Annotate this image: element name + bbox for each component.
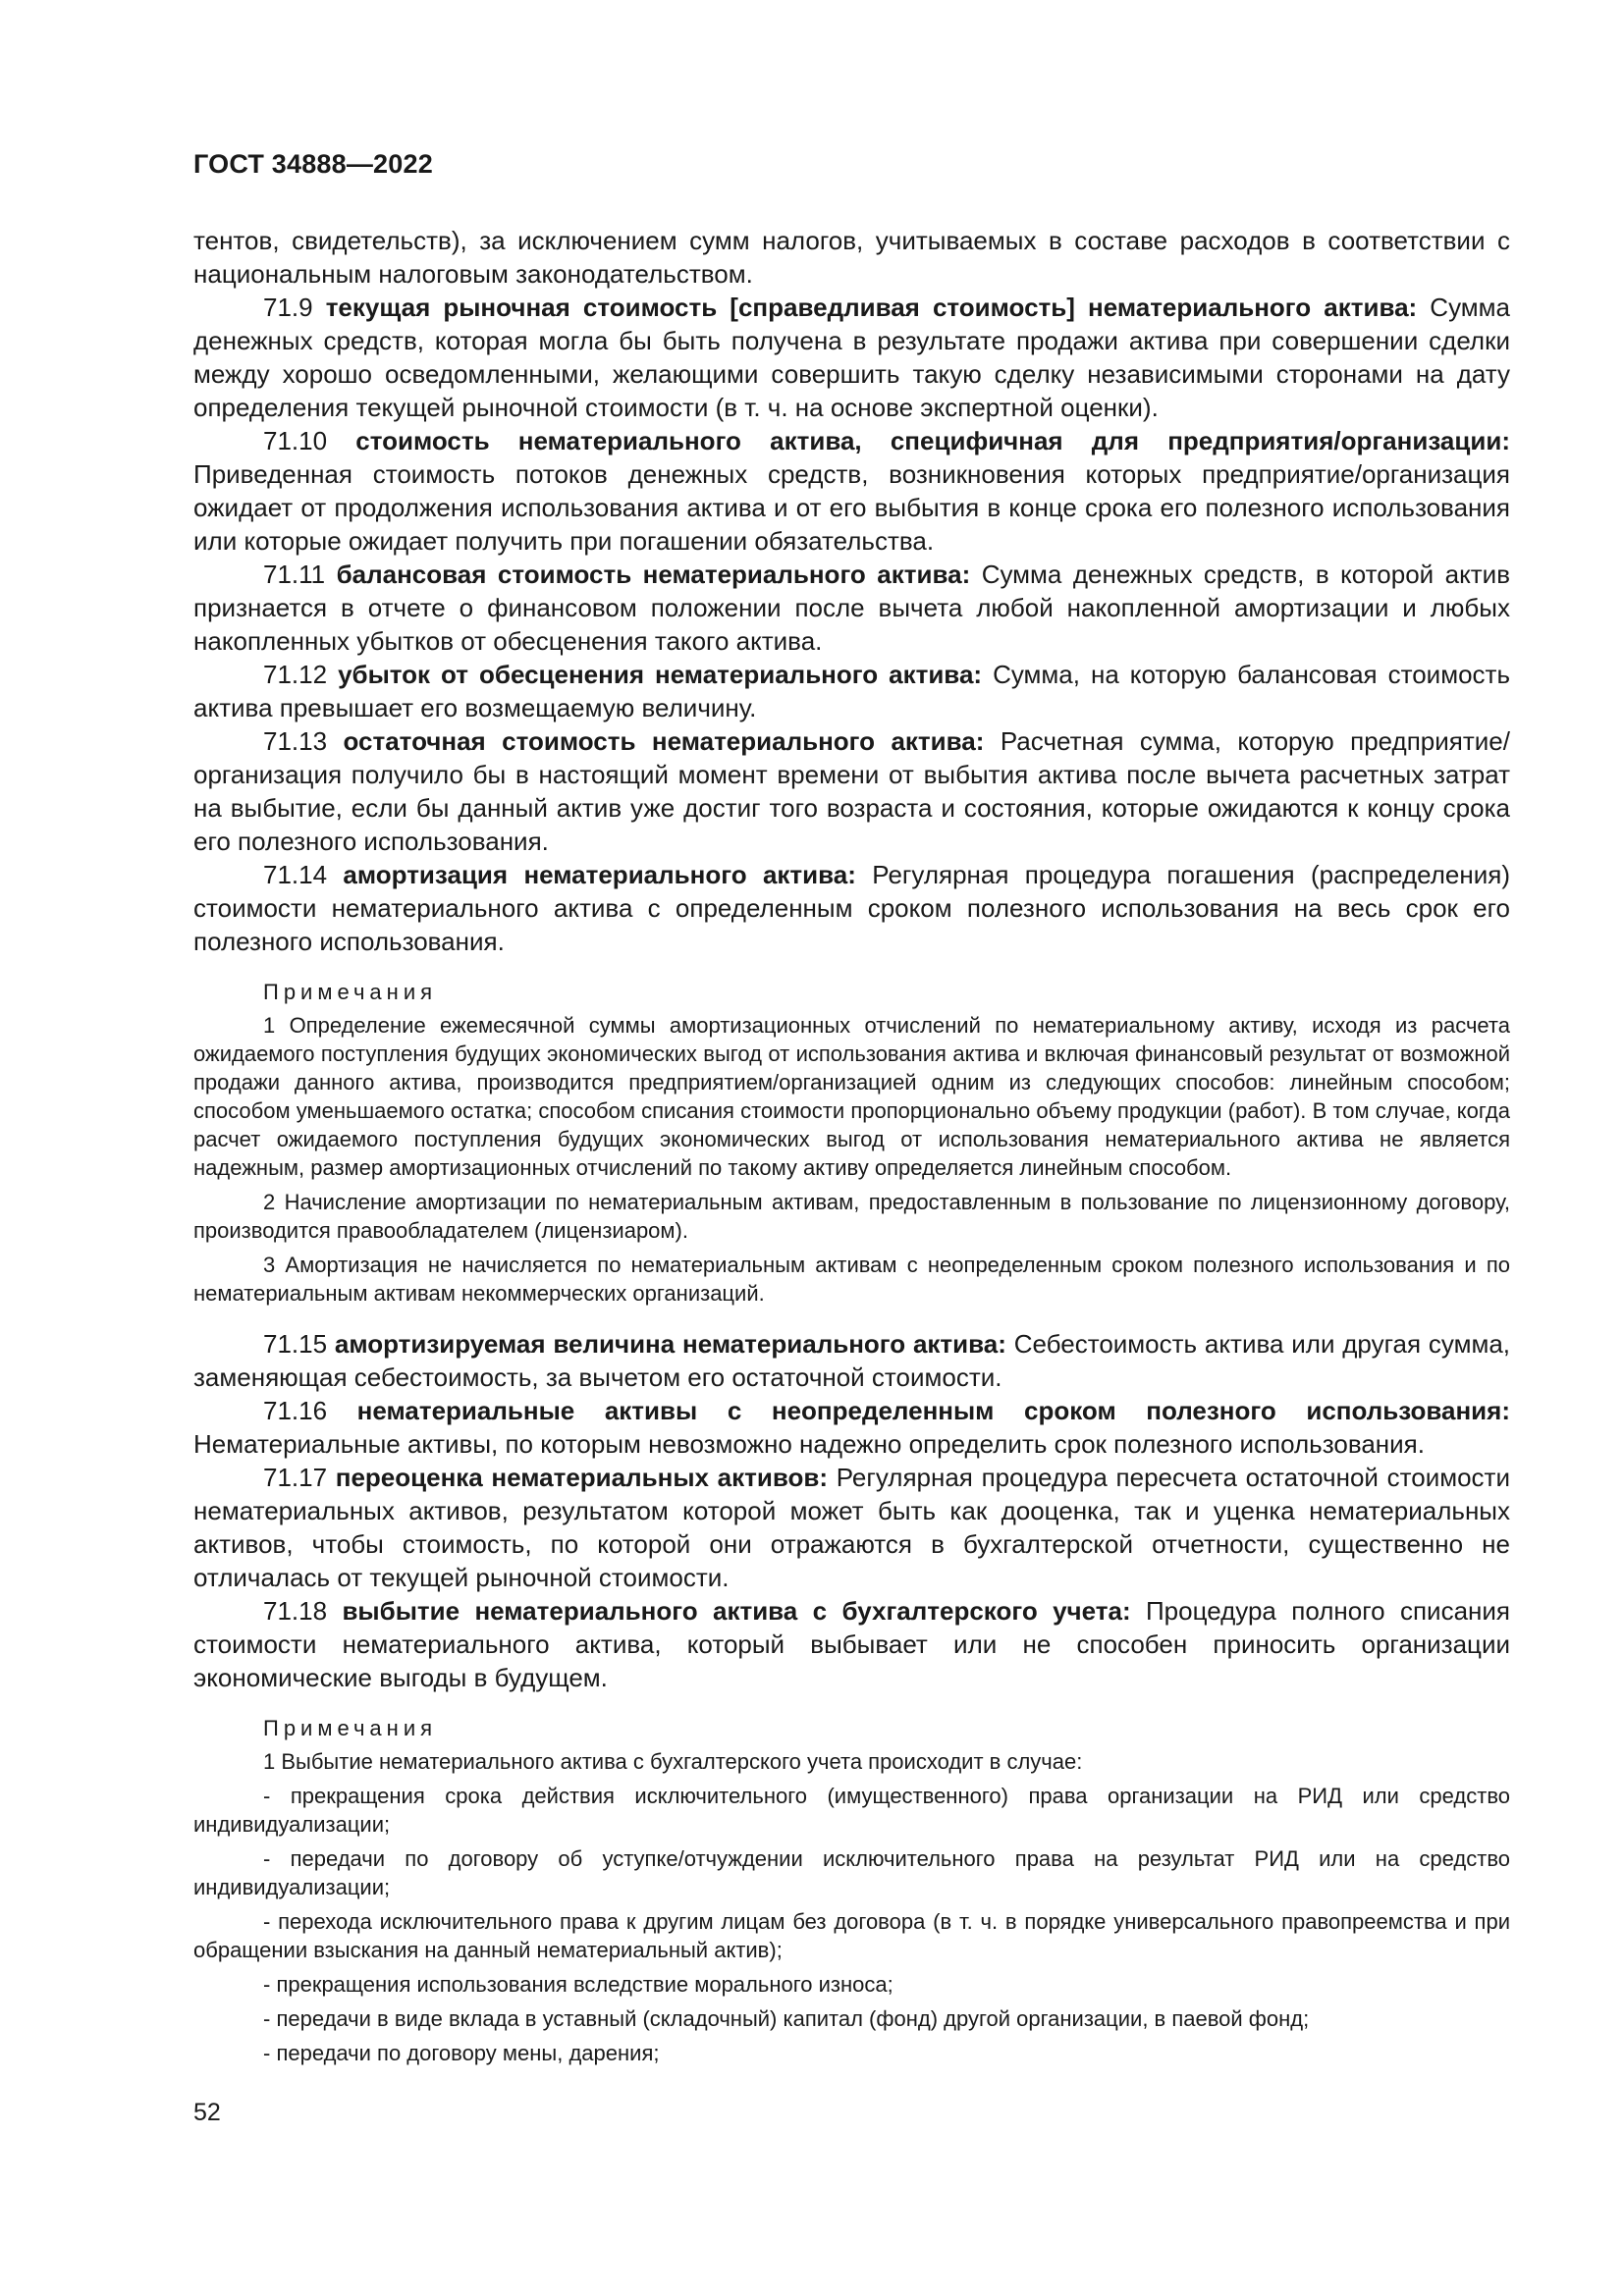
list-item: - передачи по договору об уступке/отчуждении исключительного права на результат РИД или на средство индивидуализации; xyxy=(193,1846,1510,1899)
page-content xyxy=(193,224,1510,2073)
definition-text: Регулярная процедура погашения (распределения) стоимости нематериального актива с определенным сроком полезного использования на весь срок его полезного использования. xyxy=(193,860,1510,956)
definition-text: Сумма денежных средств, в которой актив признается в отчете о финансовом положении после вычета любой накопленной амортизации и любых накопленных убытков от обесценения такого актива. xyxy=(193,560,1511,656)
list-item: - передачи в виде вклада в уставный (складочный) капитал (фонд) другой организации, в паевой фонд; xyxy=(263,2006,1310,2031)
definition-text: Сумма денежных средств, которая могла бы быть получена в результате продажи актива при совершении сделки между хорошо осведомленными, желающими совершить такую сделку независимыми сторонами на дату определения текущей рыночной стоимости (в т. ч. на основе экспертной оценки). xyxy=(193,293,1510,422)
definition-71-18 xyxy=(193,1594,1510,1694)
definition-71-9 xyxy=(193,291,1510,424)
defined-term: нематериальные активы с неопределенным сроком полезного использования: xyxy=(356,1396,1510,1425)
definition-text: Сумма, на которую балансовая стоимость актива превышает его возмещаемую величину. xyxy=(193,660,1510,722)
notes-title: Примечания xyxy=(263,980,438,1004)
clause-number: 71.11 xyxy=(263,560,337,589)
defined-term: остаточная стоимость нематериального актива: xyxy=(343,726,985,756)
definition-text: Приведенная стоимость потоков денежных средств, возникновения которых предприятие/организация ожидает от продолжения использования актива и от его выбытия в конце срока его полезного использования или которые ожидает получить при погашении обязательства. xyxy=(193,459,1510,556)
page-number: 52 xyxy=(193,2099,221,2126)
clause-number: 71.9 xyxy=(263,293,326,322)
list-item: - прекращения срока действия исключительного (имущественного) права организации на РИД или средство индивидуализации; xyxy=(193,1784,1510,1837)
defined-term: амортизируемая величина нематериального актива: xyxy=(334,1329,1006,1359)
definition-text: Процедура полного списания стоимости нематериального актива, который выбывает или не способен приносить организации экономические выгоды в будущем. xyxy=(193,1596,1510,1692)
clause-number: 71.12 xyxy=(263,660,339,689)
disposal-cases-list xyxy=(193,1782,1510,2067)
note-item: 1 Определение ежемесячной суммы амортизационных отчислений по нематериальному активу, исходя из расчета ожидаемого поступления будущих экономических выгод от использования актива и включая финансовый результат от возможной продажи данного актива, производится предприятием/организацией одним из следующих способов: линейным способом; способом уменьшаемого остатка; способом списания стоимости пропорционально объему продукции (работ). В том случае, когда расчет ожидаемого поступления будущих экономических выгод от использования нематериального актива не является надежным, размер амортизационных отчислений по такому активу определяется линейным способом. xyxy=(193,1013,1510,1180)
definition-71-14 xyxy=(193,858,1510,958)
note-item: 3 Амортизация не начисляется по нематериальным активам с неопределенным сроком полезного использования и по нематериальным активам некоммерческих организаций. xyxy=(193,1253,1510,1306)
list-item: - прекращения использования вследствие морального износа; xyxy=(263,1972,893,1997)
note-item: 2 Начисление амортизации по нематериальным активам, предоставленным в пользование по лицензионному договору, производится правообладателем (лицензиаром). xyxy=(193,1190,1510,1243)
definition-text: Регулярная процедура пересчета остаточной стоимости нематериальных активов, результатом которой может быть как дооценка, так и уценка нематериальных активов, чтобы стоимость, по которой они отражаются в бухгалтерской отчетности, существенно не отличалась от текущей рыночной стоимости. xyxy=(193,1463,1510,1592)
clause-number: 71.10 xyxy=(263,426,356,455)
defined-term: выбытие нематериального актива с бухгалтерского учета: xyxy=(342,1596,1131,1626)
definition-text: Себестоимость актива или другая сумма, заменяющая себестоимость, за вычетом его остаточной стоимости. xyxy=(193,1329,1510,1392)
definition-71-15 xyxy=(193,1327,1510,1394)
spacer xyxy=(193,1313,1510,1327)
clause-number: 71.16 xyxy=(263,1396,357,1425)
note-intro: 1 Выбытие нематериального актива с бухгалтерского учета происходит в случае: xyxy=(263,1749,1083,1774)
defined-term: амортизация нематериального актива: xyxy=(343,860,856,889)
clause-number: 71.14 xyxy=(263,860,344,889)
definition-71-10 xyxy=(193,424,1510,558)
list-item: - перехода исключительного права к другим лицам без договора (в т. ч. в порядке универсального правопреемства и при обращении взыскания на данный нематериальный актив); xyxy=(193,1909,1510,1962)
defined-term: переоценка нематериальных активов: xyxy=(335,1463,829,1492)
document-code-header: ГОСТ 34888—2022 xyxy=(193,149,433,179)
definition-71-12 xyxy=(193,658,1510,724)
defined-term: балансовая стоимость нематериального актива: xyxy=(336,560,971,589)
clause-number: 71.13 xyxy=(263,726,344,756)
paragraph-text: тентов, свидетельств), за исключением сумм налогов, учитываемых в составе расходов в соответствии с национальным налоговым законодательством. xyxy=(193,226,1510,289)
defined-term: стоимость нематериального актива, специфичная для предприятия/организации: xyxy=(355,426,1510,455)
defined-term: убыток от обесценения нематериального актива: xyxy=(338,660,983,689)
list-item: - передачи по договору мены, дарения; xyxy=(263,2041,660,2065)
definition-71-11 xyxy=(193,558,1510,658)
definition-71-17 xyxy=(193,1461,1510,1594)
definition-text: Нематериальные активы, по которым невозможно надежно определить срок полезного использования. xyxy=(193,1429,1425,1459)
definition-71-13 xyxy=(193,724,1510,858)
clause-number: 71.18 xyxy=(263,1596,343,1626)
defined-term: текущая рыночная стоимость [справедливая стоимость] нематериального актива: xyxy=(325,293,1418,322)
definition-71-16 xyxy=(193,1394,1510,1461)
paragraph-continuation xyxy=(193,224,1510,291)
notes-title: Примечания xyxy=(263,1716,438,1740)
clause-number: 71.15 xyxy=(263,1329,335,1359)
definition-text: Расчетная сумма, которую предприятие/организация получило бы в настоящий момент времени от выбытия актива после вычета расчетных затрат на выбытие, если бы данный актив уже достиг того возраста и состояния, которые ожидаются к концу срока его полезного использования. xyxy=(193,726,1510,856)
clause-number: 71.17 xyxy=(263,1463,336,1492)
